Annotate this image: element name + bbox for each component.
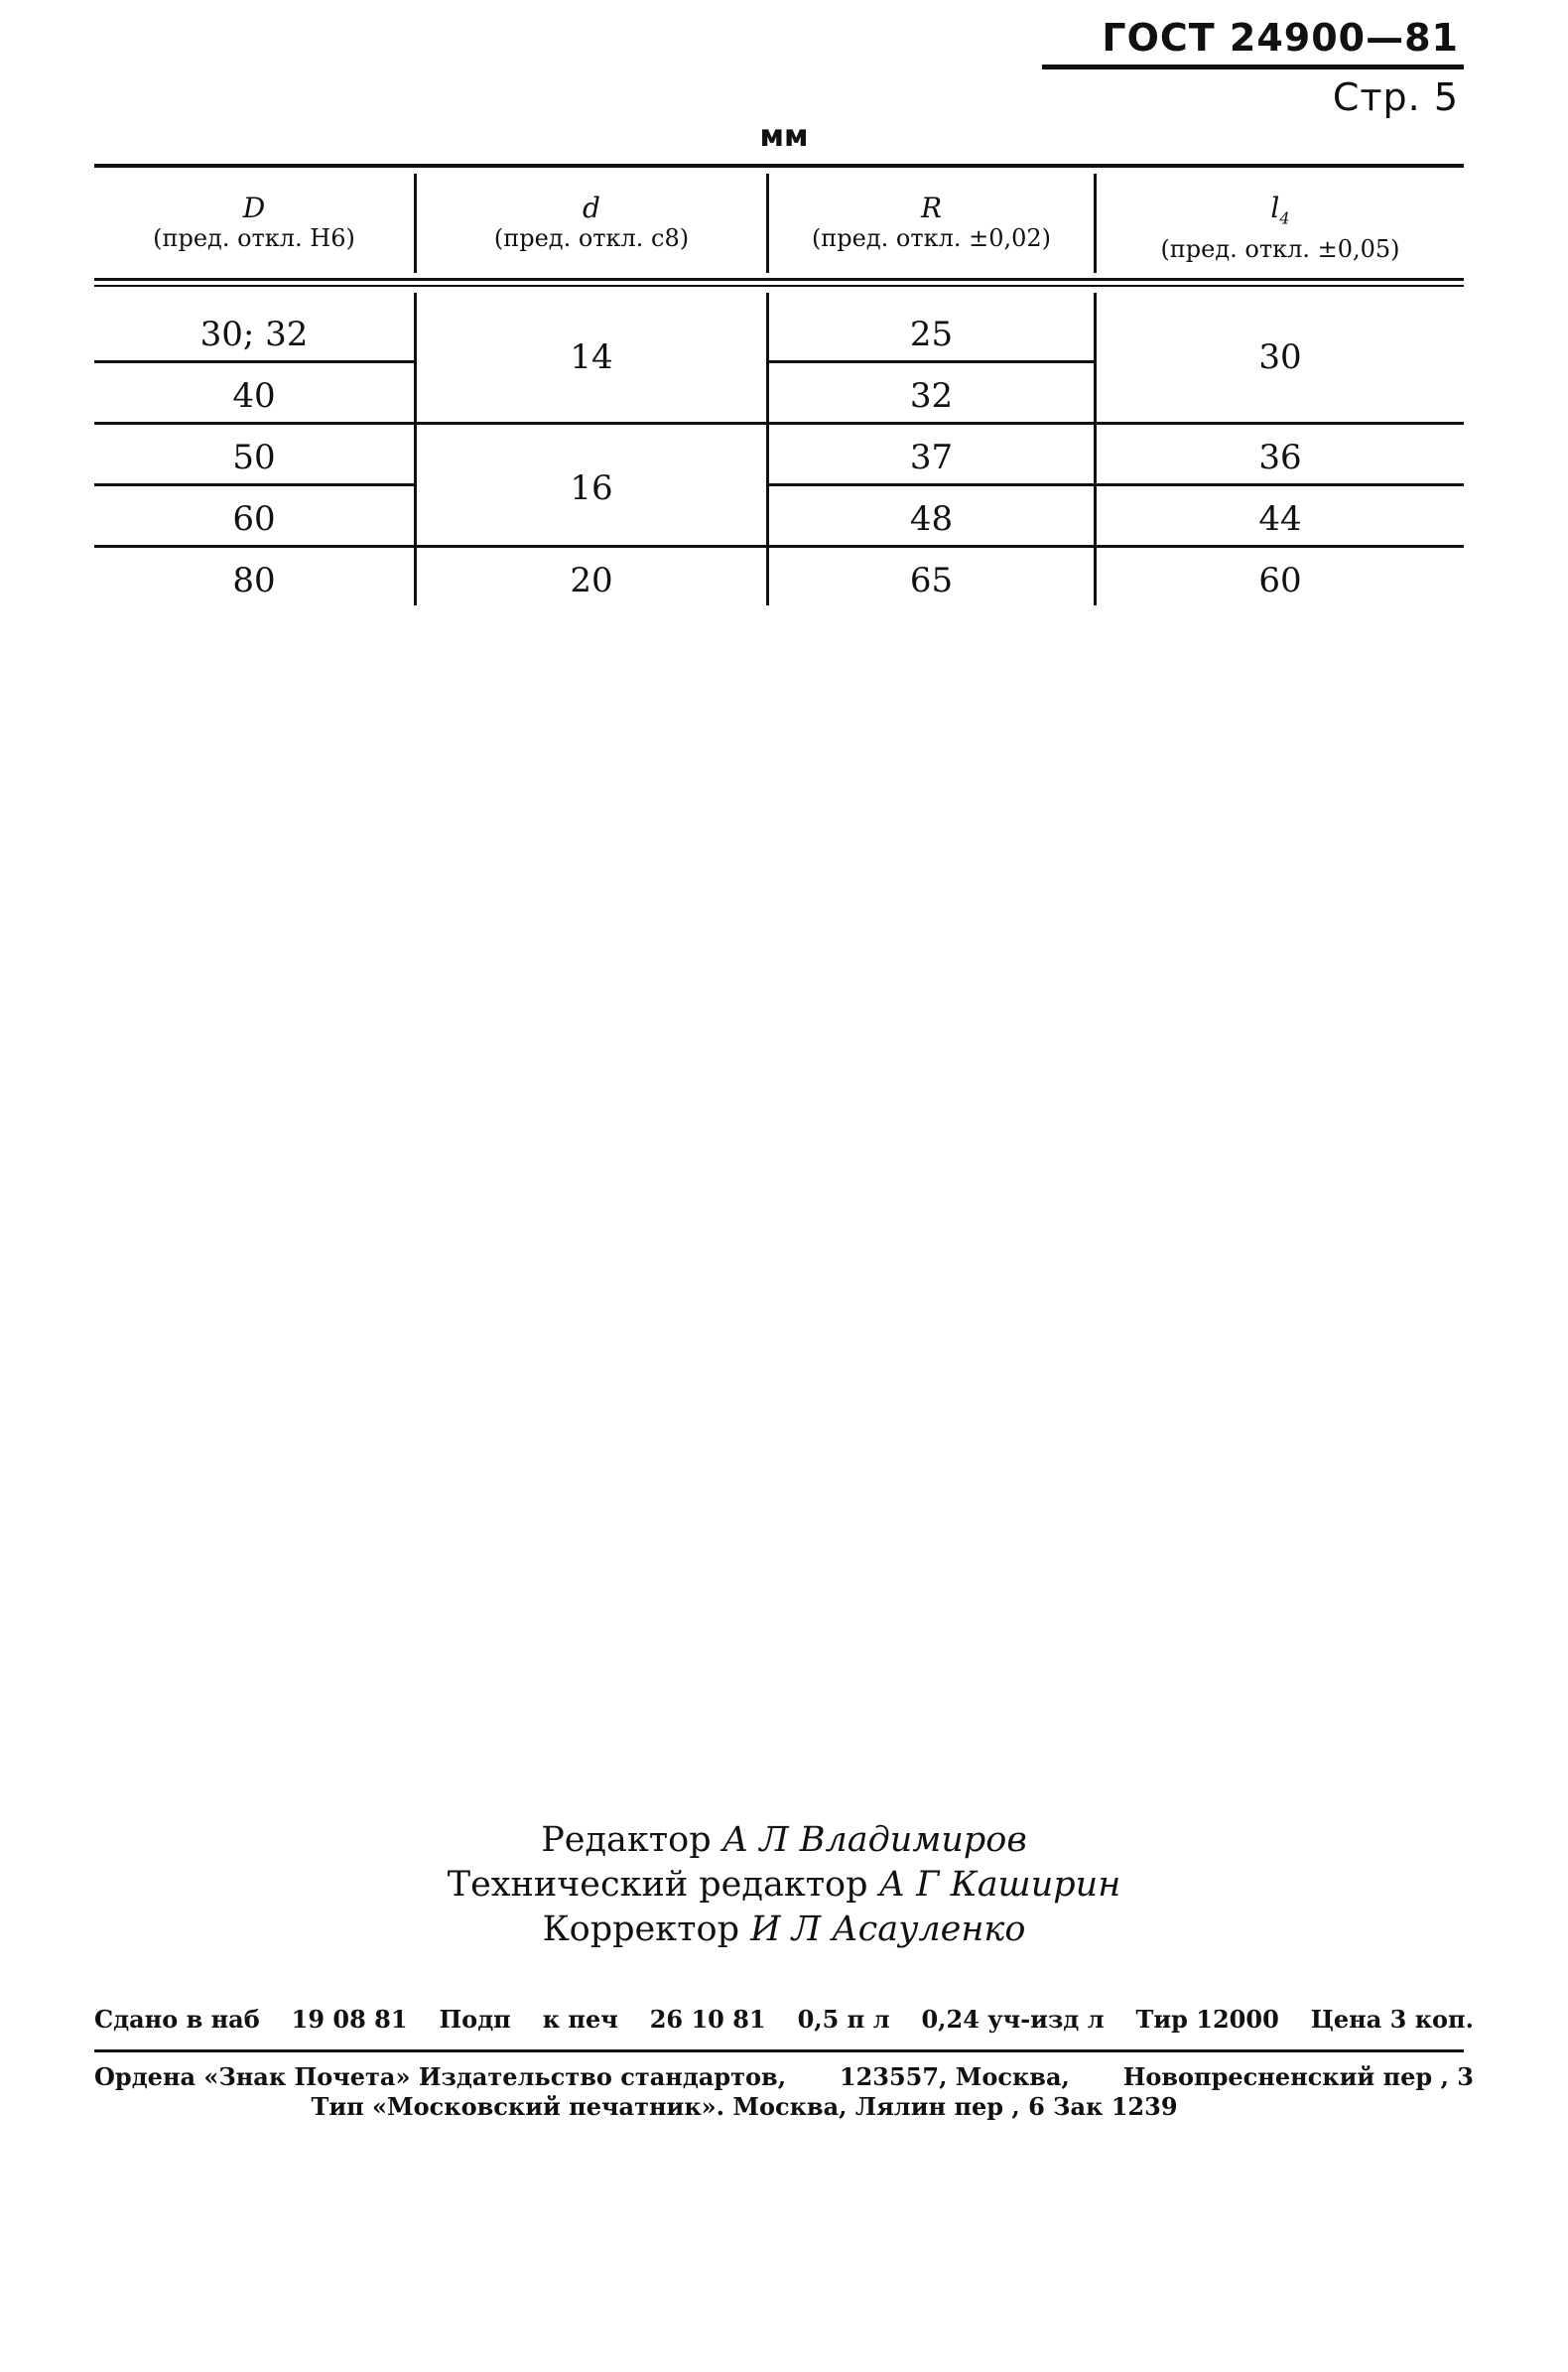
- column-tolerance: (пред. откл. c8): [493, 224, 690, 252]
- table-unit: мм: [759, 119, 809, 154]
- row-rule: [1097, 422, 1464, 425]
- row-rule: [94, 422, 414, 425]
- table-top-rule: [94, 164, 1464, 168]
- row-rule: [769, 360, 1094, 363]
- imprint-publisher-city: 123557, Москва,: [839, 2062, 1070, 2091]
- imprint-item: Тир 12000: [1135, 2005, 1279, 2034]
- cell-l4: 36: [1258, 438, 1302, 477]
- standard-number: ГОСТ 24900—81: [1102, 16, 1459, 60]
- cell-R: 37: [909, 438, 954, 477]
- cell-D: 40: [232, 376, 276, 416]
- column-header-D: [94, 194, 414, 253]
- column-symbol: d: [583, 192, 600, 224]
- cell-R: 48: [909, 499, 954, 539]
- row-rule: [769, 483, 1094, 486]
- imprint-printer: Тип «Московский печатник». Москва, Лялин пер , 6 Зак 1239: [311, 2092, 1178, 2121]
- column-symbol-letter: l: [1270, 192, 1280, 224]
- row-rule: [94, 483, 414, 486]
- column-symbol-subscript: 4: [1279, 208, 1290, 228]
- page-header: [1032, 8, 1459, 119]
- cell-d: 20: [570, 561, 613, 600]
- row-rule: [1097, 483, 1464, 486]
- cell-d: 16: [570, 468, 613, 508]
- imprint-item: 0,5 п л: [797, 2005, 890, 2034]
- header-rule: [1042, 65, 1464, 69]
- tech-editor-line: [298, 1861, 1270, 1909]
- editor-label: Редактор: [541, 1820, 712, 1860]
- column-symbol: D: [242, 192, 266, 224]
- row-rule: [94, 360, 414, 363]
- editor-line: [298, 1816, 1270, 1864]
- cell-D: 80: [232, 561, 276, 600]
- header-double-rule: [94, 285, 1464, 287]
- cell-R: 65: [909, 561, 954, 600]
- imprint-rule: [94, 2049, 1464, 2052]
- column-tolerance: (пред. откл. ±0,05): [1160, 234, 1400, 263]
- cell-D: 60: [232, 499, 276, 539]
- column-header-l4: [1097, 194, 1464, 264]
- imprint-item: 0,24 уч-изд л: [921, 2005, 1105, 2034]
- imprint-item: Сдано в наб: [94, 2005, 260, 2034]
- imprint-item: к печ: [542, 2005, 618, 2034]
- cell-D: 30; 32: [199, 315, 309, 354]
- column-symbol: [1097, 194, 1464, 234]
- imprint-print-details: [94, 2005, 1474, 2034]
- tech-editor-label: Технический редактор: [447, 1865, 868, 1905]
- column-header-R: [769, 194, 1094, 253]
- dimensions-table: [94, 164, 1464, 610]
- cell-R: 32: [909, 376, 954, 416]
- corrector-line: [298, 1906, 1270, 1953]
- imprint-publisher-name: Ордена «Знак Почета» Издательство стандартов,: [94, 2062, 787, 2091]
- imprint-publisher-street: Новопресненский пер , 3: [1122, 2062, 1474, 2091]
- tech-editor-name: А Г Каширин: [878, 1865, 1121, 1905]
- row-rule: [1097, 545, 1464, 548]
- cell-l4: 30: [1258, 337, 1302, 377]
- column-tolerance: (пред. откл. ±0,02): [811, 224, 1052, 252]
- column-tolerance: (пред. откл. H6): [153, 224, 355, 252]
- cell-R: 25: [909, 315, 954, 354]
- imprint-item: 26 10 81: [649, 2005, 766, 2034]
- row-rule: [94, 545, 414, 548]
- row-rule: [417, 545, 766, 548]
- cell-l4: 44: [1258, 499, 1302, 539]
- row-rule: [769, 422, 1094, 425]
- header-double-rule: [94, 278, 1464, 281]
- cell-D: 50: [232, 438, 276, 477]
- cell-l4: 60: [1258, 561, 1302, 600]
- imprint-item: 19 08 81: [291, 2005, 408, 2034]
- page-number: Стр. 5: [1332, 75, 1459, 119]
- corrector-label: Корректор: [542, 1910, 739, 1949]
- editor-name: А Л Владимиров: [721, 1820, 1027, 1860]
- column-header-d: [417, 194, 766, 253]
- row-rule: [769, 545, 1094, 548]
- imprint-item: Цена 3 коп.: [1310, 2005, 1474, 2034]
- imprint-publisher: [94, 2062, 1474, 2091]
- row-rule: [417, 422, 766, 425]
- corrector-name: И Л Асауленко: [750, 1910, 1026, 1949]
- column-symbol: R: [920, 192, 943, 224]
- imprint-item: Подп: [439, 2005, 511, 2034]
- cell-d: 14: [570, 337, 613, 377]
